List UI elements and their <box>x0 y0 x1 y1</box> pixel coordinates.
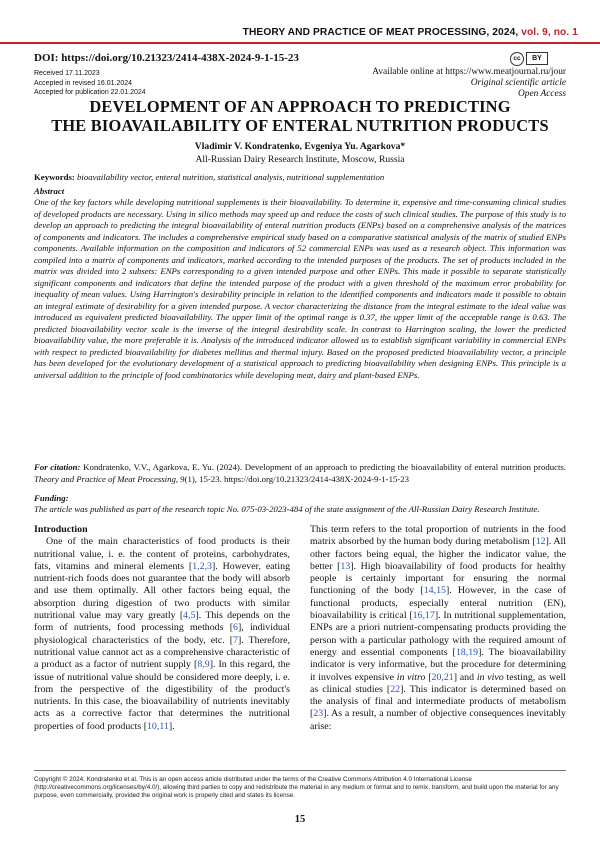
reference-link[interactable]: 10,11 <box>146 720 169 732</box>
paragraph-text: ]. The bioavailability indicator is very informative, but the procedure for determining it involves expensive <box>310 646 566 683</box>
funding-heading: Funding: <box>34 493 69 503</box>
by-icon: BY <box>526 52 548 65</box>
reference-link[interactable]: 7 <box>233 634 238 646</box>
left-column <box>34 524 290 733</box>
paragraph-text: ]. This depends on the form of nutrients, food processing methods [ <box>34 610 291 634</box>
title-line-1: DEVELOPMENT OF AN APPROACH TO PREDICTING <box>89 97 511 116</box>
italic-term: in vitro <box>396 671 426 683</box>
header-rule <box>0 42 600 44</box>
paragraph-text: ]. Therefore, nutritional value cannot act as a comprehensive characteristic of a product as a factor of nutrient supply [ <box>34 634 290 671</box>
paragraph-text: ]. In this regard, the issue of nutritional value should be considered more deeply, i. e. from the perspective of the digestibility of the product's nutrients. In this case, the bioavailability of nutrients inevitably acts as a corrective factor that determines the nutritional properties of food products [ <box>34 659 290 732</box>
paragraph-text: ] and <box>453 671 477 683</box>
copyright-notice: Copyright © 2024, Kondratenko et al. This is an open access article distributed under the terms of the Creative Commons Attribution 4.0 International License (http://creativecommons.org/licenses/by/4.0/), allowing third parties to copy and redistribute the material in any medium or format and to remix, transform, and build upon the material for any purpose, even commercially, provided the original work is properly cited and states its license. <box>34 776 559 800</box>
accepted-publication-date: Accepted for publication 22.01.2024 <box>34 89 146 97</box>
reference-link[interactable]: 12 <box>535 536 546 548</box>
paragraph-text: ]. However, eating nutrient-rich foods does not guarantee that the body will absorb and use them optimally. All other factors being equal, the absorption during digestion of two products with similar nutritional value may vary greatly [ <box>34 560 291 622</box>
availability-block <box>372 67 566 101</box>
paragraph-text: testing, as well as clinical studies [ <box>310 671 567 695</box>
title-line-2: THE BIOAVAILABILITY OF ENTERAL NUTRITION PRODUCTS <box>51 115 549 135</box>
journal-name: THEORY AND PRACTICE OF MEAT PROCESSING, 2024, <box>242 27 519 38</box>
paragraph-text: ], individual physiological characteristics of the body, etc. [ <box>34 622 290 646</box>
cc-icon: cc <box>510 52 524 66</box>
introduction-paragraph-1 <box>34 536 290 733</box>
footer-rule <box>34 770 566 771</box>
citation-doi[interactable]: 9(1), 15-23. https://doi.org/10.21323/2414-438X-2024-9-1-15-23 <box>180 473 409 484</box>
keywords-line <box>34 172 566 184</box>
paragraph-text: ]. This indicator is determined based on the analysis of final and intermediate products of metabolism [ <box>310 683 566 720</box>
reference-link[interactable]: 22 <box>390 683 401 695</box>
reference-link[interactable]: 6 <box>233 622 238 634</box>
italic-term: in vivo <box>476 671 504 683</box>
open-access-label: Open Access <box>518 89 566 100</box>
received-date: Received 17.11.2023 <box>34 70 100 77</box>
right-column <box>310 524 566 733</box>
article-title <box>34 98 566 135</box>
available-online-link[interactable]: Available online at https://www.meatjournal.ru/jour <box>372 67 566 77</box>
affiliation: All-Russian Dairy Research Institute, Moscow, Russia <box>195 154 405 165</box>
paragraph-text: ]. However, in the case of functional products, especially enteral nutrition (EN), bioavailability is critical [ <box>310 585 566 622</box>
reference-link[interactable]: 18,19 <box>455 646 479 658</box>
volume-issue: vol. 9, no. 1 <box>521 27 578 38</box>
keywords-label: Keywords: <box>34 172 75 182</box>
reference-link[interactable]: 4,5 <box>183 610 196 622</box>
paragraph-text: ]. All other factors being equal, the higher the indicator value, the better [ <box>310 536 566 572</box>
authors: Vladimir V. Kondratenko, Evgeniya Yu. Agarkova* <box>194 141 406 152</box>
paragraph-text: One of the main characteristics of food products is their nutritional value, i. e. the content of proteins, carbohydrates, fats, vitamins and mineral elements [ <box>34 536 290 572</box>
paragraph-text: ]. As a result, a number of objective consequences inevitably arise: <box>310 708 566 732</box>
introduction-paragraph-2 <box>310 524 566 733</box>
keywords-text: bioavailability vector, enteral nutrition, statistical analysis, nutritional supplementation <box>77 172 385 182</box>
article-type: Original scientific article <box>470 78 566 89</box>
accepted-revised-date: Accepted in revised 16.01.2024 <box>34 79 133 87</box>
reference-link[interactable]: 13 <box>340 560 351 572</box>
citation-block <box>34 462 566 485</box>
reference-link[interactable]: 20,21 <box>431 671 454 683</box>
citation-text: Kondratenko, V.V., Agarkova, E. Yu. (2024). Development of an approach to predicting the bioavailability of enteral nutrition products. <box>83 462 566 472</box>
paragraph-text: [ <box>425 671 432 683</box>
running-header <box>243 27 578 38</box>
reference-link[interactable]: 16,17 <box>412 610 435 622</box>
paragraph-text: ]. High bioavailability of food products for healthy people is certainly important for ensuring the normal functioning of the body [ <box>310 560 566 597</box>
paragraph-text: ]. <box>168 720 175 732</box>
abstract-heading: Abstract <box>34 186 65 196</box>
citation-journal: Theory and Practice of Meat Processing, <box>34 473 179 484</box>
abstract-text: One of the key factors while developing nutritional supplements is their bioavailability. To determine it, expensive and time-consuming clinical studies of developed products are necessary. Using in silico methods may speed up and reduce the costs of such clinical studies. The purpose of this study is to develop an approach to predicting the integral bioavailability of enteral nutrition products (ENPs) based on a comprehensive analysis of the matrices of components and indicators. The includes a comprehensive empirical study based on a comparative statistical analysis of the matrix of studied ENPs components. Available information on the composition and indicators of 52 commercial ENPs was used as a research object. This information was compiled into a matrix of components and indicators, marked according to the intended purposes of the products. The set of products included in the matrix was divided into 2 subsets: ENPs corresponding to a given intended purpose and other ENPs. This made it possible to separate statistically significant components and indicators that define the intended purpose of the product with a given threshold of the maximum error probability for inequality of mean values. Using Harrington's desirability principle in relation to the identified components and indicators made it possible to obtain an integral estimate of desirability for a given intended purpose. A vector characterizing the distance from the integral estimate to the ideal value was introduced as equivalent predicted bioavailability. The upper limit of the optimal range is 0.37, the upper limit of the acceptable range is 0.63. The predicted bioavailability vector scale is the inverse of the integral desirability scale. In contrast to Harrington scaling, the lower the predicted bioavailability value, the more preferable it is. Analysis of the introduced indicator allowed us to establish significant variability in commercial ENPs with respect to predicted bioavailability for diabetes mellitus and thermal injury. Based on the proposed predicted bioavailability vector, a principle has been developed for the evolutionary development of a statistical approach to predicting bioavailability when designing ENPs. This principle is a universal addition to the principle of food combinatorics while developing meat, dairy and plant-based ENPs. <box>34 197 566 380</box>
cc-license-badge[interactable] <box>510 52 548 66</box>
reference-link[interactable]: 1,2,3 <box>192 560 212 572</box>
introduction-heading: Introduction <box>34 524 88 535</box>
funding-text: The article was published as part of the research topic No. 075-03-2023-484 of the state assignment of the All-Russian Dairy Research Institute. <box>34 504 540 514</box>
reference-link[interactable]: 14,15 <box>423 585 446 597</box>
page-number: 15 <box>294 814 306 825</box>
dates-block <box>34 69 146 98</box>
reference-link[interactable]: 8,9 <box>197 659 210 671</box>
paragraph-text: This term refers to the total proportion of nutrients in the food matrix absorbed by the human body during metabolism [ <box>310 524 566 548</box>
citation-label: For citation: <box>34 462 81 472</box>
reference-link[interactable]: 23 <box>313 708 324 720</box>
paragraph-text: ]. In nutritional supplementation, ENPs are a priori nutrient-compensating products providing the person with a particular pathology with the required amount of energy and essential components [ <box>310 610 566 658</box>
doi-link[interactable]: DOI: https://doi.org/10.21323/2414-438X-2024-9-1-15-23 <box>34 52 299 64</box>
